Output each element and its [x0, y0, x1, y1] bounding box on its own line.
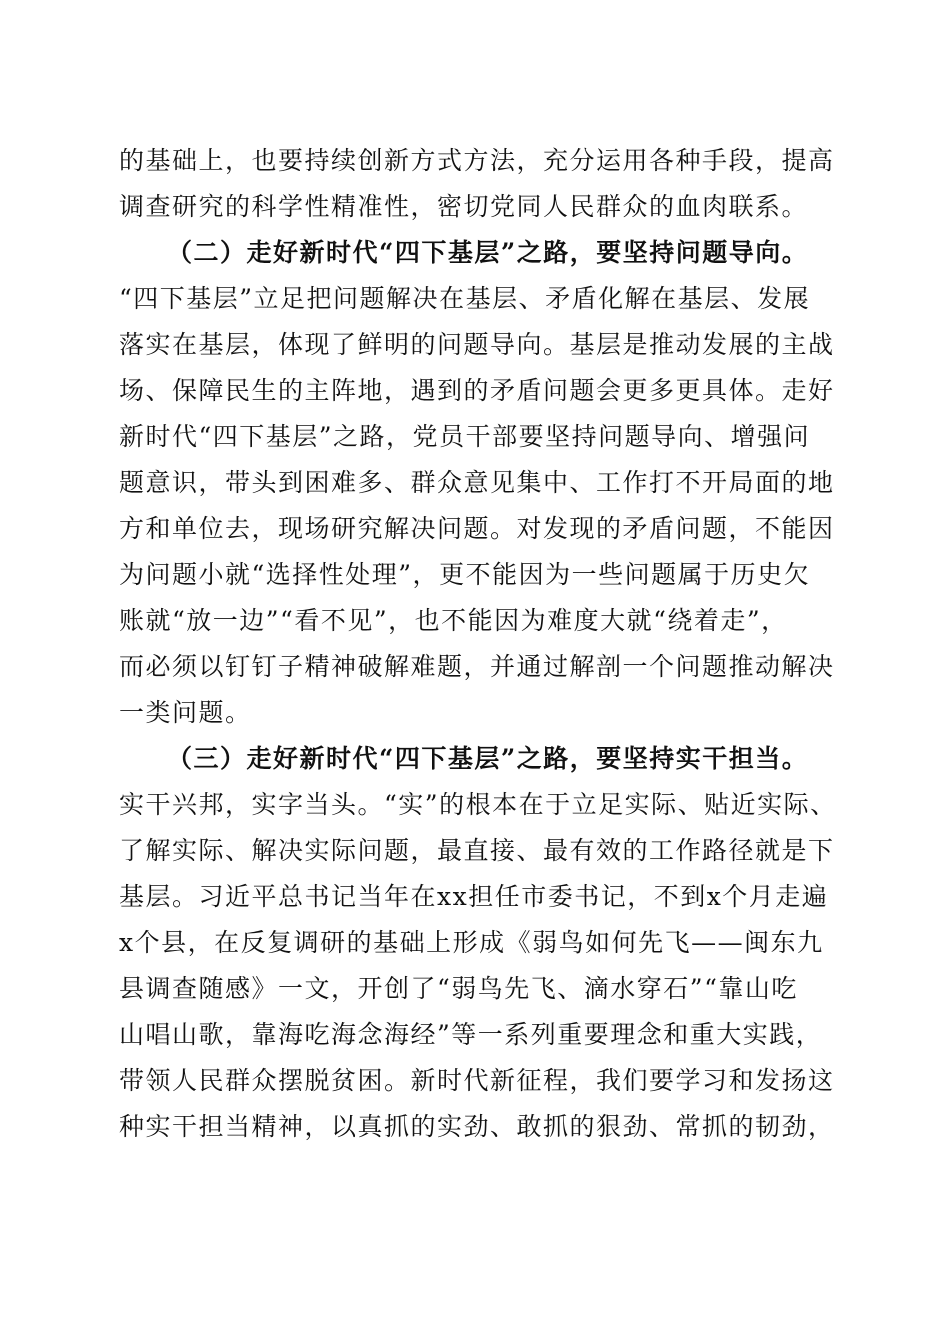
text-line: 方和单位去，现场研究解决问题。对发现的矛盾问题，不能因	[119, 514, 835, 543]
text-line: 种实干担当精神，以真抓的实劲、敢抓的狠劲、常抓的韧劲，	[119, 1112, 835, 1141]
text-line: 而必须以钉钉子精神破解难题，并通过解剖一个问题推动解决	[119, 652, 835, 681]
text-line: 实干兴邦，实字当头。“实”的根本在于立足实际、贴近实际、	[119, 790, 837, 819]
text-line: 新时代“四下基层”之路，党员干部要坚持问题导向、增强问	[119, 422, 811, 451]
text-line: 题意识，带头到困难多、群众意见集中、工作打不开局面的地	[119, 468, 835, 497]
text-line: 一类问题。	[119, 698, 252, 727]
text-line: 带领人民群众摆脱贫困。新时代新征程，我们要学习和发扬这	[119, 1066, 835, 1095]
text-line: 山唱山歌，靠海吃海念海经”等一系列重要理念和重大实践，	[119, 1020, 823, 1049]
section-heading-2: （二）走好新时代“四下基层”之路，要坚持问题导向。	[167, 238, 809, 267]
text-line: 场、保障民生的主阵地，遇到的矛盾问题会更多更具体。走好	[119, 376, 835, 405]
text-line: “四下基层”立足把问题解决在基层、矛盾化解在基层、发展	[119, 284, 811, 313]
section-heading-3: （三）走好新时代“四下基层”之路，要坚持实干担当。	[167, 744, 809, 773]
text-line: 为问题小就“选择性处理”，更不能因为一些问题属于历史欠	[119, 560, 811, 589]
text-line: 的基础上，也要持续创新方式方法，充分运用各种手段，提高	[119, 146, 835, 175]
text-line: 基层。习近平总书记当年在xx担任市委书记，不到x个月走遍	[119, 882, 829, 911]
text-line: 落实在基层，体现了鲜明的问题导向。基层是推动发展的主战	[119, 330, 835, 359]
text-line: 了解实际、解决实际问题，最直接、最有效的工作路径就是下	[119, 836, 835, 865]
text-line: 县调查随感》一文，开创了“弱鸟先飞、滴水穿石”“靠山吃	[119, 974, 798, 1003]
text-line: 调查研究的科学性精准性，密切党同人民群众的血肉联系。	[119, 192, 809, 221]
text-line: 账就“放一边”“看不见”，也不能因为难度大就“绕着走”，	[119, 606, 788, 635]
text-line: x个县，在反复调研的基础上形成《弱鸟如何先飞——闽东九	[119, 928, 824, 957]
